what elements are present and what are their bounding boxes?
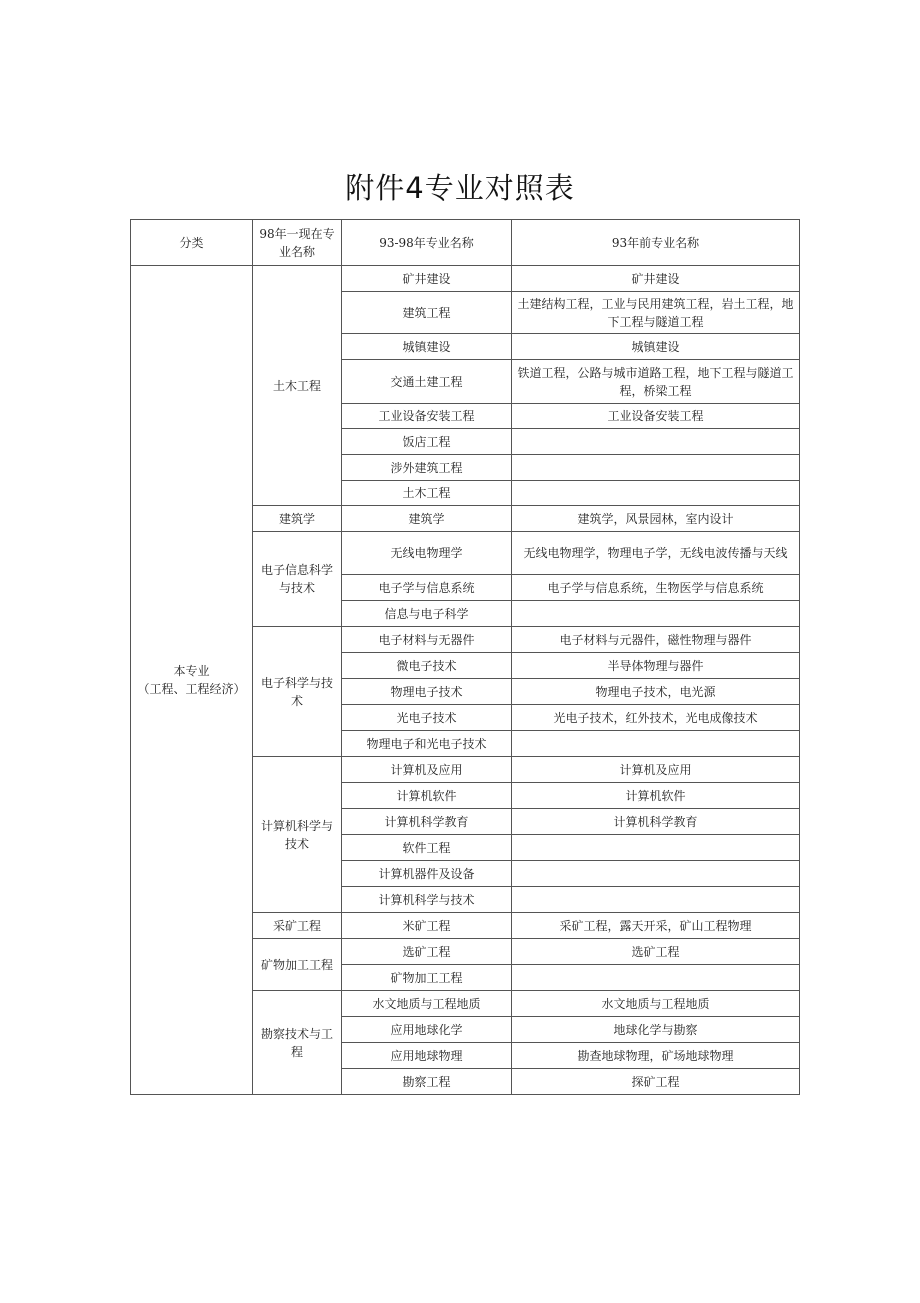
current-major-cell: 计算机科学与技术: [253, 757, 342, 913]
old-major-cell: 计算机及应用: [512, 757, 800, 783]
old-major-cell: 城镇建设: [512, 334, 800, 360]
old-major-cell: [512, 965, 800, 991]
mid-major-cell: 饭店工程: [342, 429, 512, 455]
mid-major-cell: 物理电子技术: [342, 679, 512, 705]
header-current-major: 98年一现在专业名称: [253, 220, 342, 266]
mid-major-cell: 米矿工程: [342, 913, 512, 939]
old-major-cell: 建筑学，风景园林，室内设计: [512, 506, 800, 532]
current-major-cell: 采矿工程: [253, 913, 342, 939]
mid-major-cell: 信息与电子科学: [342, 601, 512, 627]
category-line: （工程、工程经济）: [137, 682, 246, 696]
mid-major-cell: 电子材料与无器件: [342, 627, 512, 653]
current-major-cell: 矿物加工工程: [253, 939, 342, 991]
old-major-cell: 水文地质与工程地质: [512, 991, 800, 1017]
old-major-cell: 光电子技术，红外技术，光电成像技术: [512, 705, 800, 731]
mid-major-cell: 水文地质与工程地质: [342, 991, 512, 1017]
mid-major-cell: 电子学与信息系统: [342, 575, 512, 601]
header-category: 分类: [131, 220, 253, 266]
old-major-cell: 半导体物理与器件: [512, 653, 800, 679]
mid-major-cell: 无线电物理学: [342, 532, 512, 575]
mid-major-cell: 勘察工程: [342, 1069, 512, 1095]
old-major-cell: [512, 861, 800, 887]
current-major-cell: 勘察技术与工程: [253, 991, 342, 1095]
old-major-cell: [512, 455, 800, 481]
old-major-cell: [512, 835, 800, 861]
old-major-cell: 选矿工程: [512, 939, 800, 965]
mid-major-cell: 涉外建筑工程: [342, 455, 512, 481]
category-cell: [131, 266, 253, 1095]
table-header-row: [131, 220, 800, 266]
mid-major-cell: 计算机科学与技术: [342, 887, 512, 913]
old-major-cell: [512, 429, 800, 455]
mid-major-cell: 选矿工程: [342, 939, 512, 965]
old-major-cell: 地球化学与勘察: [512, 1017, 800, 1043]
mid-major-cell: 建筑学: [342, 506, 512, 532]
old-major-cell: [512, 481, 800, 506]
header-pre-93-major: 93年前专业名称: [512, 220, 800, 266]
mid-major-cell: 应用地球物理: [342, 1043, 512, 1069]
mid-major-cell: 土木工程: [342, 481, 512, 506]
old-major-cell: 铁道工程，公路与城市道路工程，地下工程与隧道工程，桥梁工程: [512, 360, 800, 404]
mid-major-cell: 交通土建工程: [342, 360, 512, 404]
mid-major-cell: 应用地球化学: [342, 1017, 512, 1043]
old-major-cell: 物理电子技术，电光源: [512, 679, 800, 705]
mid-major-cell: 建筑工程: [342, 292, 512, 334]
old-major-cell: 电子材料与元器件，磁性物理与器件: [512, 627, 800, 653]
mid-major-cell: 计算机及应用: [342, 757, 512, 783]
old-major-cell: 无线电物理学，物理电子学，无线电波传播与天线: [512, 532, 800, 575]
old-major-cell: [512, 731, 800, 757]
page-title: 附件4专业对照表: [345, 171, 575, 205]
major-comparison-table: [130, 219, 800, 1095]
old-major-cell: [512, 601, 800, 627]
mid-major-cell: 矿井建设: [342, 266, 512, 292]
mid-major-cell: 计算机软件: [342, 783, 512, 809]
mid-major-cell: 城镇建设: [342, 334, 512, 360]
mid-major-cell: 计算机科学教育: [342, 809, 512, 835]
current-major-cell: 建筑学: [253, 506, 342, 532]
old-major-cell: 采矿工程，露天开采，矿山工程物理: [512, 913, 800, 939]
current-major-cell: 电子信息科学与技术: [253, 532, 342, 627]
mid-major-cell: 光电子技术: [342, 705, 512, 731]
category-line: 本专业: [173, 664, 210, 678]
mid-major-cell: 微电子技术: [342, 653, 512, 679]
header-93-98-major: 93-98年专业名称: [342, 220, 512, 266]
old-major-cell: 计算机软件: [512, 783, 800, 809]
old-major-cell: 勘查地球物理，矿场地球物理: [512, 1043, 800, 1069]
current-major-cell: 电子科学与技术: [253, 627, 342, 757]
old-major-cell: 矿井建设: [512, 266, 800, 292]
old-major-cell: 探矿工程: [512, 1069, 800, 1095]
mid-major-cell: 工业设备安装工程: [342, 404, 512, 429]
old-major-cell: 土建结构工程，工业与民用建筑工程，岩土工程，地下工程与隧道工程: [512, 292, 800, 334]
mid-major-cell: 软件工程: [342, 835, 512, 861]
old-major-cell: 工业设备安装工程: [512, 404, 800, 429]
mid-major-cell: 物理电子和光电子技术: [342, 731, 512, 757]
old-major-cell: 计算机科学教育: [512, 809, 800, 835]
old-major-cell: [512, 887, 800, 913]
mid-major-cell: 矿物加工工程: [342, 965, 512, 991]
table-row: [131, 266, 800, 292]
current-major-cell: 土木工程: [253, 266, 342, 506]
old-major-cell: 电子学与信息系统，生物医学与信息系统: [512, 575, 800, 601]
mid-major-cell: 计算机器件及设备: [342, 861, 512, 887]
